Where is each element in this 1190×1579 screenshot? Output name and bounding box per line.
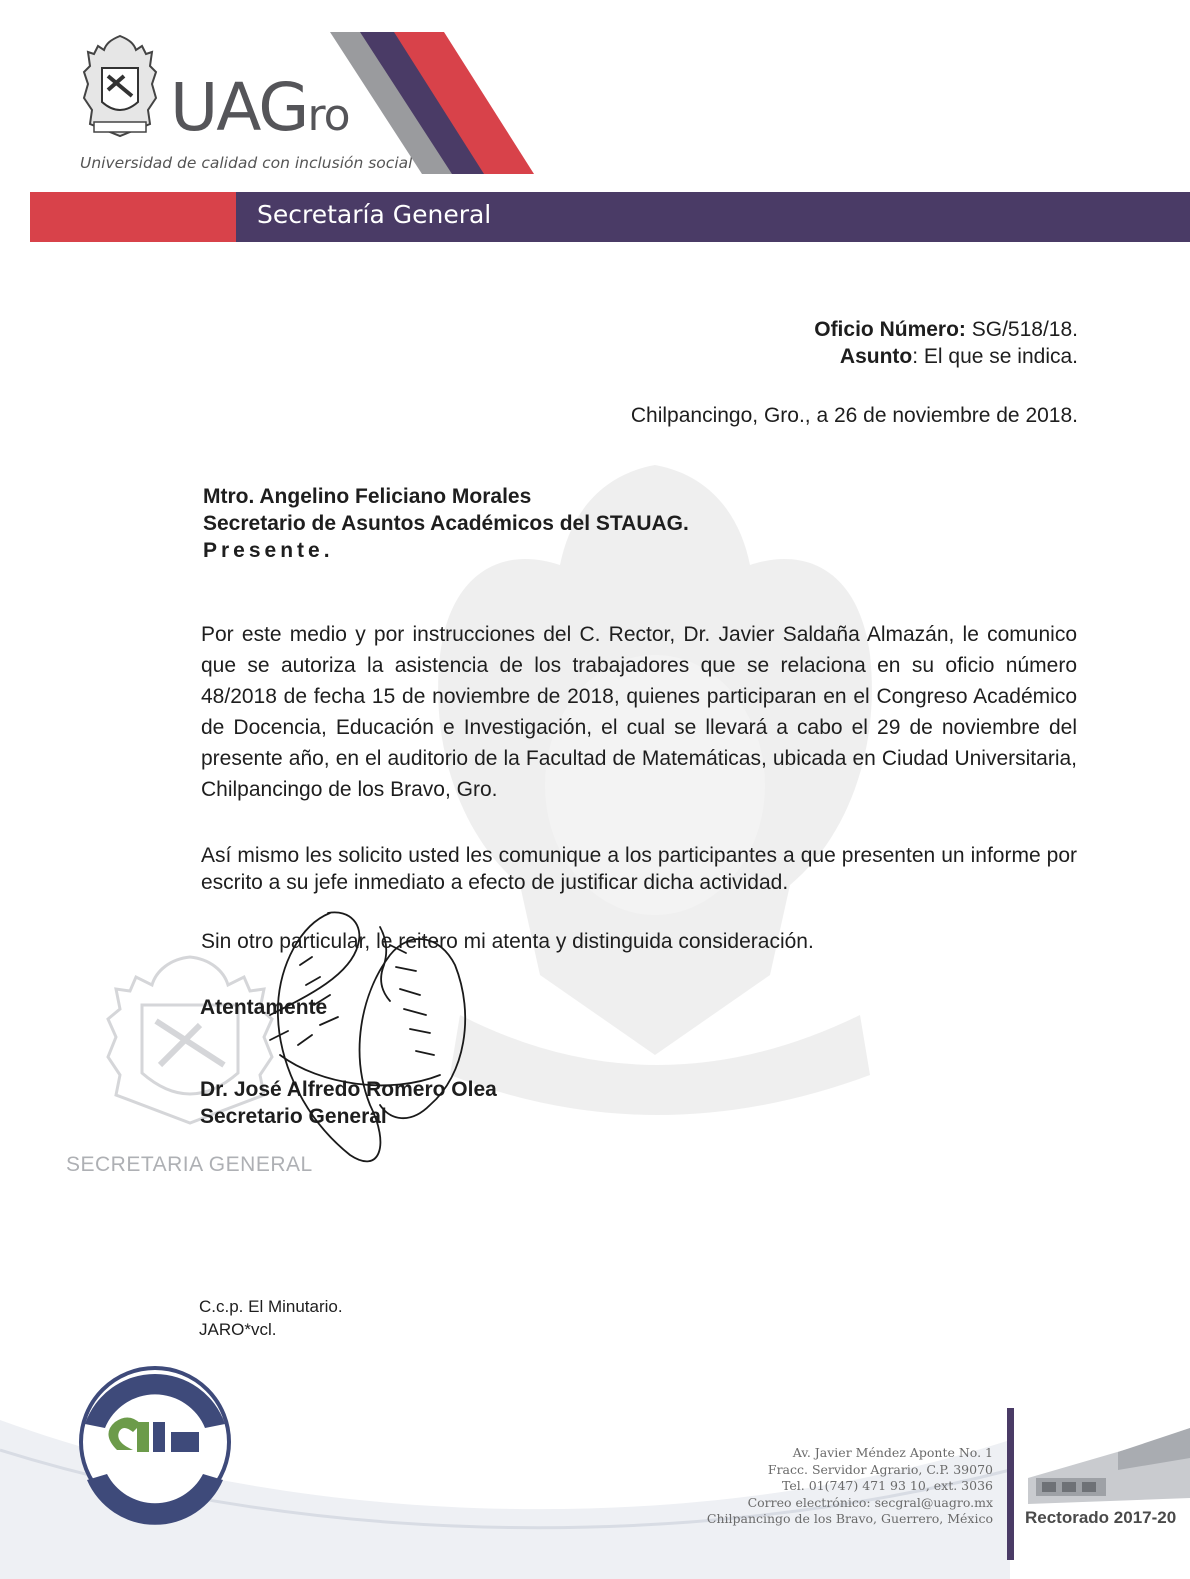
body-paragraph-2: Así mismo les solicito usted les comunique a los participantes a que presenten un informe por escrito a su jefe inmediato a efecto de justificar dicha actividad. — [201, 844, 1077, 894]
footer-divider — [1007, 1408, 1014, 1560]
oficio-number: Oficio Número: SG/518/18. — [814, 318, 1078, 341]
stamp-caption: SECRETARIA GENERAL — [66, 1153, 313, 1176]
address-line: Av. Javier Méndez Aponte No. 1 — [792, 1445, 993, 1460]
ccp-line-2: JARO*vcl. — [199, 1320, 277, 1339]
signer-title: Secretario General — [200, 1105, 387, 1128]
cumex-badge — [75, 1362, 235, 1532]
signer-name: Dr. José Alfredo Romero Olea — [200, 1078, 497, 1101]
brand-wordmark: UAGro — [170, 69, 350, 146]
footer-address — [707, 1445, 993, 1528]
header-band-red — [30, 192, 236, 242]
address-line: Chilpancingo de los Bravo, Guerrero, México — [706, 1511, 993, 1526]
place-date: Chilpancingo, Gro., a 26 de noviembre de 2018. — [630, 404, 1078, 427]
department-title: Secretaría General — [257, 200, 492, 229]
addressee-title: Secretario de Asuntos Académicos del STAUAG. — [203, 512, 689, 535]
addressee-greeting: Presente. — [203, 539, 334, 562]
addressee-name: Mtro. Angelino Feliciano Morales — [203, 485, 532, 508]
closing: Atentamente — [200, 996, 328, 1019]
body-paragraph-3: Sin otro particular, le reitero mi atenta y distinguida consideración. — [201, 930, 814, 953]
asunto: Asunto: El que se indica. — [839, 345, 1078, 368]
header-stripes — [320, 32, 540, 174]
address-line: Correo electrónico: secgral@uagro.mx — [747, 1494, 993, 1510]
handwritten-signature — [240, 905, 480, 1175]
ccp-line-1: C.c.p. El Minutario. — [199, 1297, 343, 1316]
university-seal-logo — [80, 32, 160, 142]
address-line: Fracc. Servidor Agrario, C.P. 39070 — [767, 1461, 993, 1477]
address-line: Tel. 01(747) 471 93 10, ext. 3036 — [782, 1478, 993, 1493]
body-paragraph-1: Por este medio y por instrucciones del C. Rector, Dr. Javier Saldaña Almazán, le comunico que se autoriza la asistencia de los trabajadores que se relaciona en su oficio número 48/2018 de fecha 15 de noviembre de 2018, quienes participaran en el Congreso Académico de Docencia, Educación e Investigación, el cual se llevará a cabo el 29 de noviembre del presente año, en el auditorio de la Facultad de Matemáticas, ubicada en Ciudad Universitaria, Chilpancingo de los Bravo, Gro. — [201, 623, 1077, 801]
tagline: Universidad de calidad con inclusión social — [80, 154, 413, 172]
rectorado-label: Rectorado 2017-20 — [1025, 1508, 1177, 1527]
building-illustration — [1018, 1418, 1190, 1508]
